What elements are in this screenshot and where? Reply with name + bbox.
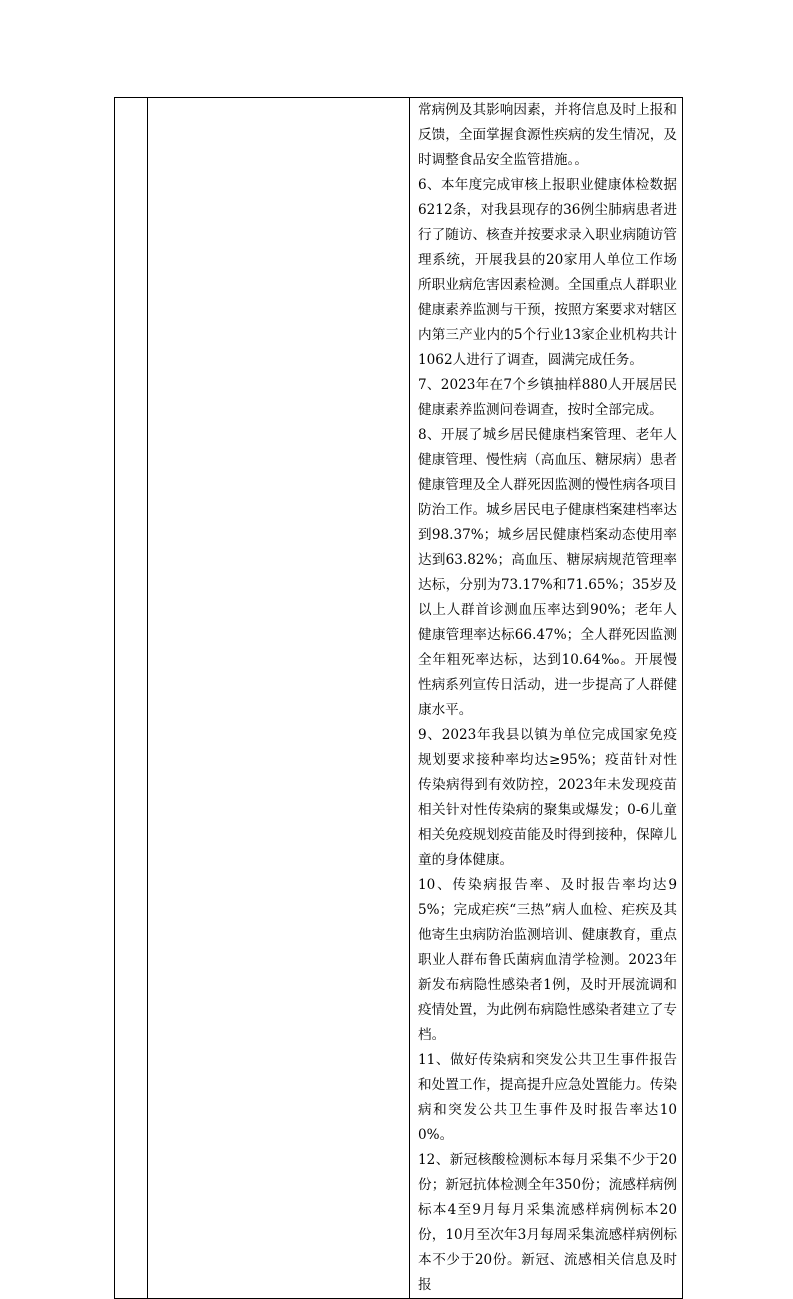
paragraph: 常病例及其影响因素，并将信息及时上报和反馈，全面掌握食源性疾病的发生情况，及时调整食品安全监管措施。。 <box>418 102 677 168</box>
paragraph: 7、2023年在7个乡镇抽样880人开展居民健康素养监测问卷调查，按时全部完成。 <box>418 377 677 418</box>
table-cell-index <box>115 98 148 1299</box>
content-text <box>410 98 682 1298</box>
paragraph: 6、本年度完成审核上报职业健康体检数据6212条，对我县现存的36例尘肺病患者进行了随访、核查并按要求录入职业病随访管理系统，开展我县的20家用人单位工作场所职业病危害因素检测。全国重点人群职业健康素养监测与干预，按照方案要求对辖区内第三产业内的5个行业13家企业机构共计1062人进行了调查，圆满完成任务。 <box>418 177 677 368</box>
paragraph: 10、传染病报告率、及时报告率均达95%；完成疟疾“三热”病人血检、疟疾及其他寄生虫病防治监测培训、健康教育，重点职业人群布鲁氏菌病血清学检测。2023年新发布病隐性感染者1例，及时开展流调和疫情处置，为此例布病隐性感染者建立了专档。 <box>418 877 677 1043</box>
paragraph: 12、新冠核酸检测标本每月采集不少于20份；新冠抗体检测全年350份；流感样病例标本4至9月每月采集流感样病例标本20份，10月至次年3月每周采集流感样病例标本不少于20份。新冠、流感相关信息及时报 <box>418 1152 677 1293</box>
document-table <box>114 97 683 1299</box>
table-cell-item <box>148 98 410 1299</box>
paragraph: 8、开展了城乡居民健康档案管理、老年人健康管理、慢性病（高血压、糖尿病）患者健康管理及全人群死因监测的慢性病各项目防治工作。城乡居民电子健康档案建档率达到98.37%；城乡居民健康档案动态使用率达到63.82%；高血压、糖尿病规范管理率达标，分别为73.17%和71.65%；35岁及以上人群首诊测血压率达到90%；老年人健康管理率达标66.47%；全人群死因监测全年粗死率达标，达到10.64‰。开展慢性病系列宣传日活动，进一步提高了人群健康水平。 <box>418 427 677 718</box>
paragraph: 9、2023年我县以镇为单位完成国家免疫规划要求接种率均达≥95%；疫苗针对性传染病得到有效防控，2023年未发现疫苗相关针对性传染病的聚集或爆发；0-6儿童相关免疫规划疫苗能及时得到接种，保障儿童的身体健康。 <box>418 727 677 868</box>
paragraph: 11、做好传染病和突发公共卫生事件报告和处置工作，提高提升应急处置能力。传染病和突发公共卫生事件及时报告率达100%。 <box>418 1052 677 1143</box>
table-cell-content <box>410 98 683 1299</box>
